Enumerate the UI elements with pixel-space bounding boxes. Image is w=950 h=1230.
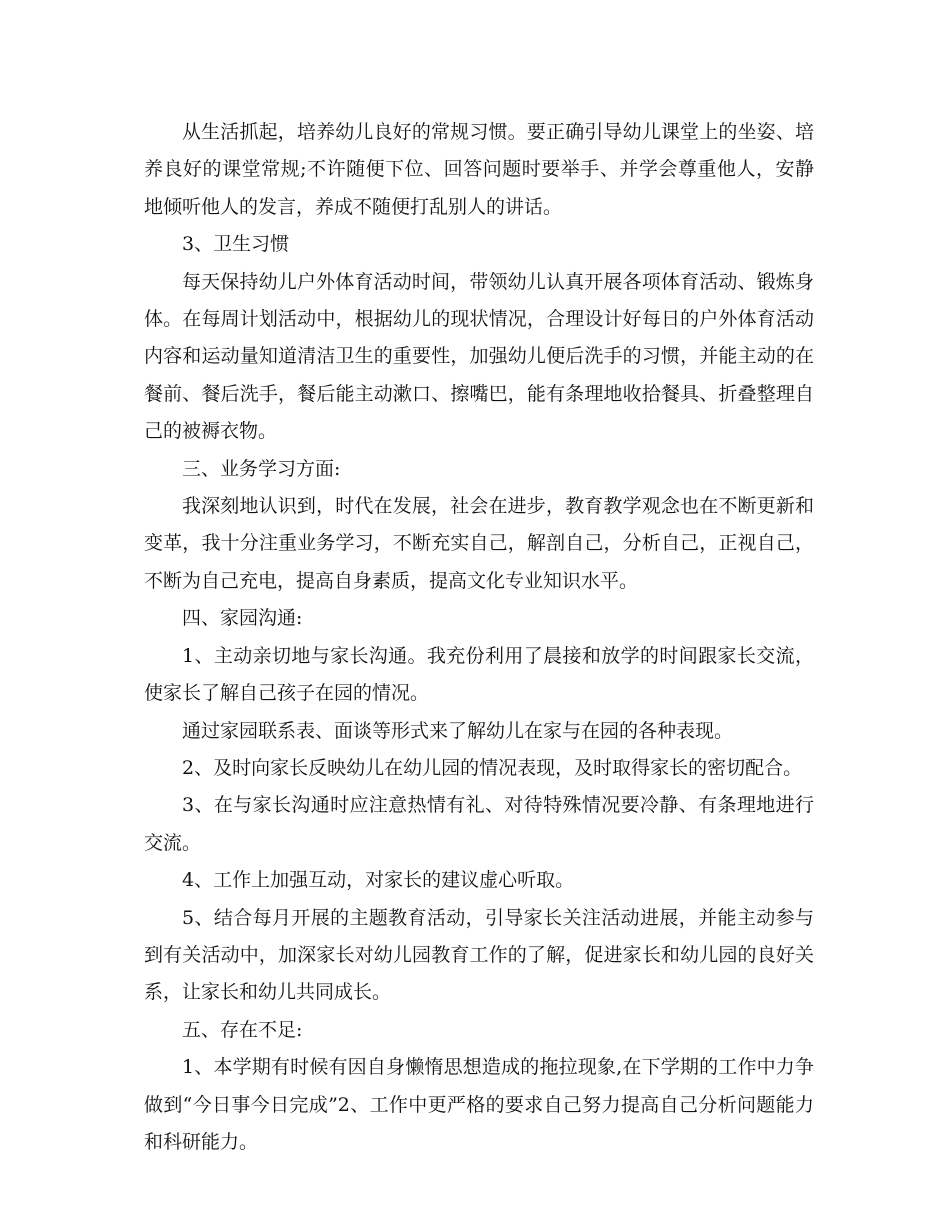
paragraph-routine-habits: 从生活抓起，培养幼儿良好的常规习惯。要正确引导幼儿课堂上的坐姿、培养良好的课堂常规;不许随便下位、回答问题时要举手、并学会尊重他人，安静地倾听他人的发言，养成不随便打乱别人的讲话。 — [144, 121, 814, 218]
heading-professional-study: 三、业务学习方面: — [182, 457, 341, 480]
paragraph-hygiene: 每天保持幼儿户外体育活动时间，带领幼儿认真开展各项体育活动、锻炼身体。在每周计划活动中，根据幼儿的现状情况，合理设计好每日的户外体育活动内容和运动量知道清洁卫生的重要性，加强幼儿便后洗手的习惯，并能主动的在餐前、餐后洗手，餐后能主动漱口、擦嘴巴，能有条理地收拾餐具、折叠整理自己的被褥衣物。 — [144, 270, 814, 443]
paragraph-communication-4: 4、工作上加强互动，对家长的建议虚心听取。 — [182, 869, 575, 892]
heading-shortcomings: 五、存在不足: — [182, 1018, 303, 1041]
heading-home-school-communication: 四、家园沟通: — [182, 607, 303, 630]
paragraph-shortcomings: 1、本学期有时候有因自身懒惰思想造成的拖拉现象,在下学期的工作中力争做到“今日事今日完成”2、工作中更严格的要求自己努力提高自己分析问题能力和科研能力。 — [144, 1056, 814, 1153]
paragraph-communication-5: 5、结合每月开展的主题教育活动，引导家长关注活动进展，并能主动参与到有关活动中，加深家长对幼儿园教育工作的了解，促进家长和幼儿园的良好关系，让家长和幼儿共同成长。 — [144, 906, 814, 1004]
paragraph-communication-2: 2、及时向家长反映幼儿在幼儿园的情况表现，及时取得家长的密切配合。 — [182, 756, 803, 779]
paragraph-professional-study: 我深刻地认识到，时代在发展，社会在进步，教育教学观念也在不断更新和变革，我十分注重业务学习，不断充实自己，解剖自己，分析自己，正视自己，不断为自己充电，提高自身素质，提高文化专业知识水平。 — [144, 495, 814, 592]
paragraph-communication-1: 1、主动亲切地与家长沟通。我充份利用了晨接和放学的时间跟家长交流，使家长了解自己孩子在园的情况。 — [144, 644, 814, 705]
paragraph-communication-contact: 通过家园联系表、面谈等形式来了解幼儿在家与在园的各种表现。 — [182, 719, 734, 742]
heading-hygiene-habits: 3、卫生习惯 — [182, 233, 290, 256]
paragraph-communication-3: 3、在与家长沟通时应注意热情有礼、对待特殊情况要冷静、有条理地进行交流。 — [144, 794, 814, 854]
document-body — [144, 114, 814, 1161]
